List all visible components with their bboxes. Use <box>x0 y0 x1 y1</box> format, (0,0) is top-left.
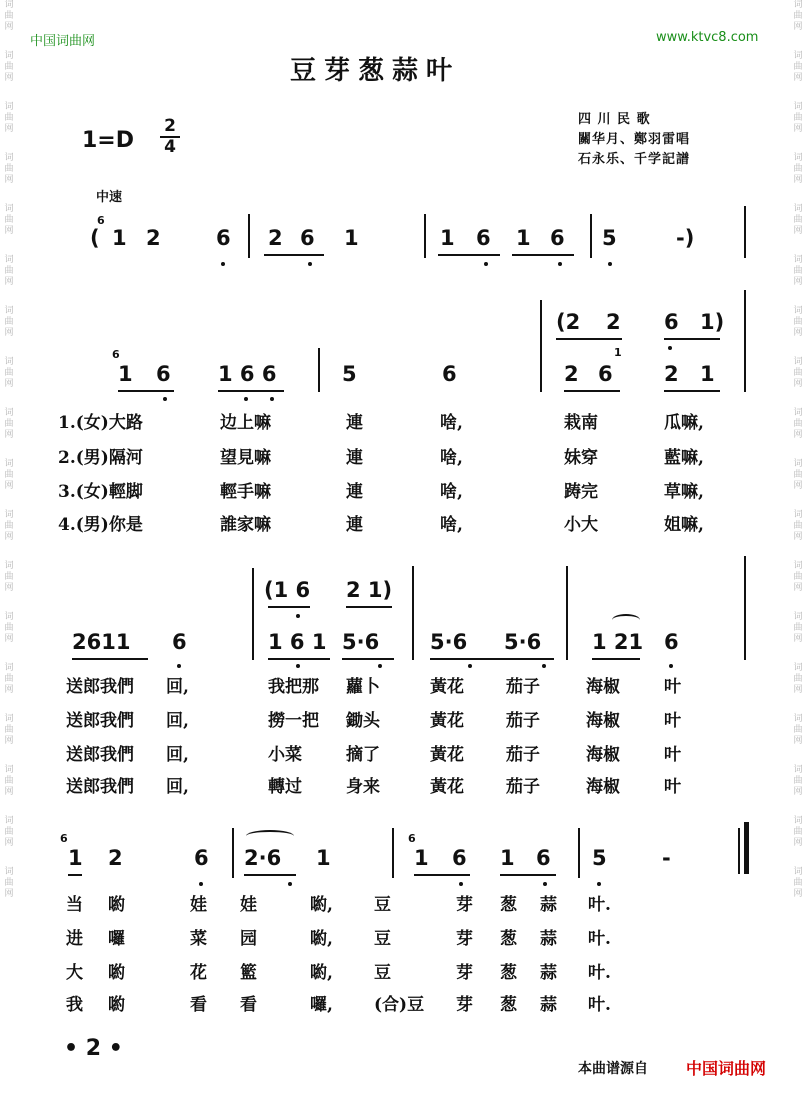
verse-c-lyric: 娃 <box>190 895 207 915</box>
verse-c-lyric: 豆 <box>374 895 391 915</box>
verse-note: 1 21 <box>592 630 644 654</box>
verse-a-lyric: 边上嘛 <box>220 413 271 433</box>
verse-note: 2 <box>108 846 123 870</box>
verse-c-lyric: 喲, <box>310 895 333 915</box>
verse-note: 6 <box>442 362 457 386</box>
intro-note: 1 <box>440 226 455 250</box>
verse-b-lyric: 蘿卜 <box>346 677 380 697</box>
verse-a-lyric: 小大 <box>564 515 598 535</box>
verse-b-lyric: 小菜 <box>268 745 302 765</box>
verse-a-lyric: 栽南 <box>564 413 598 433</box>
alt-note: 2 1) <box>346 578 393 602</box>
verse-b-lyric: 送郎我們 <box>66 777 134 797</box>
verse-note: 2611 <box>72 630 131 654</box>
verse-note: 1 <box>68 846 83 870</box>
verse-b-lyric: 海椒 <box>586 777 620 797</box>
verse-note: 1 <box>118 362 133 386</box>
verse-b-lyric: 叶 <box>664 677 681 697</box>
verse-b-lyric: 海椒 <box>586 711 620 731</box>
intro-note: 6 <box>476 226 491 250</box>
verse-note: 1 <box>700 362 715 386</box>
verse-c-lyric: 葱 <box>500 963 517 983</box>
verse-a-lyric: 瓜嘛, <box>664 413 704 433</box>
song-title: 豆芽葱蒜叶 <box>290 56 461 86</box>
verse-c-lyric: 喲 <box>108 963 125 983</box>
verse-b-lyric: 鋤头 <box>346 711 380 731</box>
verse-c-lyric: 喲, <box>310 929 333 949</box>
verse-c-lyric: 芽 <box>456 963 473 983</box>
verse-c-lyric: 囉, <box>310 995 333 1015</box>
verse-c-lyric: 喲, <box>310 963 333 983</box>
intro-note: 5 <box>602 226 617 250</box>
verse-a-lyric: 3.(女)輕脚 <box>58 482 143 502</box>
verse-b-lyric: 叶 <box>664 711 681 731</box>
verse-note: 5·6 <box>504 630 542 654</box>
verse-c-lyric: 当 <box>66 895 83 915</box>
verse-c-lyric: 进 <box>66 929 83 949</box>
verse-b-lyric: 送郎我們 <box>66 677 134 697</box>
intro-note: 1 <box>112 226 127 250</box>
verse-b-lyric: 身来 <box>346 777 380 797</box>
intro-note: 1 <box>344 226 359 250</box>
verse-b-lyric: 回, <box>166 711 189 731</box>
verse-a-lyric: 連 <box>346 413 363 433</box>
verse-note: 2·6 <box>244 846 282 870</box>
watermark-url: www.ktvc8.com <box>656 30 759 45</box>
verse-c-lyric: 看 <box>240 995 257 1015</box>
time-signature-bottom: 4 <box>164 137 176 157</box>
verse-b-lyric: 茄子 <box>506 711 540 731</box>
verse-c-lyric: 豆 <box>374 929 391 949</box>
verse-note: 6 <box>194 846 209 870</box>
verse-c-lyric: 看 <box>190 995 207 1015</box>
verse-b-lyric: 叶 <box>664 745 681 765</box>
time-signature <box>160 118 180 156</box>
verse-a-lyric: 連 <box>346 515 363 535</box>
verse-a-lyric: 藍嘛, <box>664 448 704 468</box>
verse-c-lyric: 葱 <box>500 895 517 915</box>
verse-b-lyric: 海椒 <box>586 745 620 765</box>
verse-a-lyric: 2.(男)隔河 <box>58 448 143 468</box>
verse-note: 2 <box>564 362 579 386</box>
verse-c-lyric: 叶. <box>588 895 611 915</box>
verse-c-lyric: 喲 <box>108 895 125 915</box>
credit-transcribers: 石永乐、千学記譜 <box>578 152 691 167</box>
intro-rest: -) <box>676 226 695 250</box>
verse-a-lyric: 輕手嘛 <box>220 482 271 502</box>
verse-c-lyric: 我 <box>66 995 83 1015</box>
verse-c-lyric: 蒜 <box>540 963 557 983</box>
verse-b-lyric: 黃花 <box>430 711 464 731</box>
verse-a-lyric: 妹穿 <box>564 448 598 468</box>
verse-a-lyric: 啥, <box>440 413 463 433</box>
intro-note: 6 <box>216 226 231 250</box>
verse-b-lyric: 茄子 <box>506 777 540 797</box>
verse-note: 5·6 <box>342 630 380 654</box>
credit-origin: 四 川 民 歌 <box>578 112 651 127</box>
verse-c-lyric: 籃 <box>240 963 257 983</box>
verse-c-lyric: 葱 <box>500 929 517 949</box>
verse-b-lyric: 回, <box>166 777 189 797</box>
verse-note: 5 <box>342 362 357 386</box>
verse-c-lyric: 叶. <box>588 929 611 949</box>
verse-c-lyric: 园 <box>240 929 257 949</box>
verse-c-lyric: 葱 <box>500 995 517 1015</box>
intro-note: 1 <box>516 226 531 250</box>
verse-note: 6 <box>172 630 187 654</box>
verse-note: 1 6 6 <box>218 362 277 386</box>
verse-a-lyric: 4.(男)你是 <box>58 515 143 535</box>
intro-note: 6 <box>550 226 565 250</box>
verse-a-lyric: 姐嘛, <box>664 515 704 535</box>
verse-note: 6 <box>598 362 613 386</box>
verse-a-lyric: 啥, <box>440 482 463 502</box>
verse-note: 1 6 1 <box>268 630 327 654</box>
verse-c-lyric: 蒜 <box>540 895 557 915</box>
verse-b-lyric: 黃花 <box>430 745 464 765</box>
verse-b-lyric: 茄子 <box>506 745 540 765</box>
verse-note: 5 <box>592 846 607 870</box>
verse-b-lyric: 茄子 <box>506 677 540 697</box>
verse-b-lyric: 摘了 <box>346 745 380 765</box>
verse-a-lyric: 誰家嘛 <box>220 515 271 535</box>
verse-note: 6 <box>156 362 171 386</box>
verse-b-lyric: 回, <box>166 745 189 765</box>
verse-b-lyric: 回, <box>166 677 189 697</box>
page-number: • 2 • <box>64 1036 123 1061</box>
verse-b-lyric: 黃花 <box>430 777 464 797</box>
tempo-marking: 中速 <box>96 190 123 205</box>
verse-c-lyric: 娃 <box>240 895 257 915</box>
verse-note: 6 <box>452 846 467 870</box>
intro-note: 6 <box>300 226 315 250</box>
verse-rest: - <box>662 846 671 870</box>
credit-singers: 關华月、鄭羽雷唱 <box>578 132 691 147</box>
verse-c-lyric: 菜 <box>190 929 207 949</box>
alt-note: 2 <box>606 310 621 334</box>
alt-note: 1) <box>700 310 725 334</box>
right-watermark-strip: 词 曲 网 词 曲 网 词 曲 网 词 曲 网 词 曲 网 词 曲 网 词 曲 网 词 曲 网 词 曲 网 词 曲 网 词 曲 网 词 曲 网 词 曲 网 词 曲 网 词 曲 网 词 曲 网 词 曲 网 词 曲 网 <box>793 0 803 899</box>
verse-a-lyric: 啥, <box>440 448 463 468</box>
verse-b-lyric: 轉过 <box>268 777 302 797</box>
footer-site-link[interactable]: 中国词曲网 <box>686 1059 767 1078</box>
verse-a-lyric: 啥, <box>440 515 463 535</box>
verse-c-lyric: 豆 <box>374 963 391 983</box>
verse-c-lyric: 囉 <box>108 929 125 949</box>
verse-c-lyric: 芽 <box>456 995 473 1015</box>
verse-b-lyric: 海椒 <box>586 677 620 697</box>
watermark-site-name: 中国词曲网 <box>30 34 96 49</box>
verse-note: 6 <box>664 630 679 654</box>
footer-source-label: 本曲谱源自 <box>578 1061 648 1077</box>
verse-c-lyric: (合)豆 <box>374 995 425 1015</box>
verse-b-lyric: 叶 <box>664 777 681 797</box>
verse-b-lyric: 撈一把 <box>268 711 319 731</box>
verse-c-lyric: 叶. <box>588 995 611 1015</box>
verse-a-lyric: 連 <box>346 482 363 502</box>
verse-c-lyric: 芽 <box>456 929 473 949</box>
intro-open-paren: ( <box>90 226 100 250</box>
verse-c-lyric: 蒜 <box>540 995 557 1015</box>
verse-c-lyric: 叶. <box>588 963 611 983</box>
left-watermark-strip: 词 曲 网 词 曲 网 词 曲 网 词 曲 网 词 曲 网 词 曲 网 词 曲 网 词 曲 网 词 曲 网 词 曲 网 词 曲 网 词 曲 网 词 曲 网 词 曲 网 词 曲 网 词 曲 网 词 曲 网 词 曲 网 <box>4 0 14 899</box>
verse-note: 2 <box>664 362 679 386</box>
verse-b-lyric: 送郎我們 <box>66 745 134 765</box>
verse-c-lyric: 喲 <box>108 995 125 1015</box>
verse-note: 5·6 <box>430 630 468 654</box>
intro-note: 2 <box>268 226 283 250</box>
time-signature-top: 2 <box>164 116 176 136</box>
verse-a-lyric: 望見嘛 <box>220 448 271 468</box>
verse-note: 6 <box>536 846 551 870</box>
verse-b-lyric: 送郎我們 <box>66 711 134 731</box>
intro-note: 2 <box>146 226 161 250</box>
verse-note: 1 <box>414 846 429 870</box>
verse-c-lyric: 花 <box>190 963 207 983</box>
verse-a-lyric: 踌完 <box>564 482 598 502</box>
page-number-value: 2 <box>85 1036 102 1061</box>
alt-note: 6 <box>664 310 679 334</box>
verse-c-lyric: 大 <box>66 963 83 983</box>
verse-c-lyric: 蒜 <box>540 929 557 949</box>
alt-note: (1 6 <box>264 578 311 602</box>
verse-note: 1 <box>316 846 331 870</box>
verse-note: 1 <box>500 846 515 870</box>
verse-b-lyric: 黃花 <box>430 677 464 697</box>
verse-b-lyric: 我把那 <box>268 677 319 697</box>
verse-a-lyric: 草嘛, <box>664 482 704 502</box>
alt-note: (2 <box>556 310 581 334</box>
verse-a-lyric: 1.(女)大路 <box>58 413 143 433</box>
verse-c-lyric: 芽 <box>456 895 473 915</box>
verse-a-lyric: 連 <box>346 448 363 468</box>
key-signature: 1=D <box>82 128 135 153</box>
